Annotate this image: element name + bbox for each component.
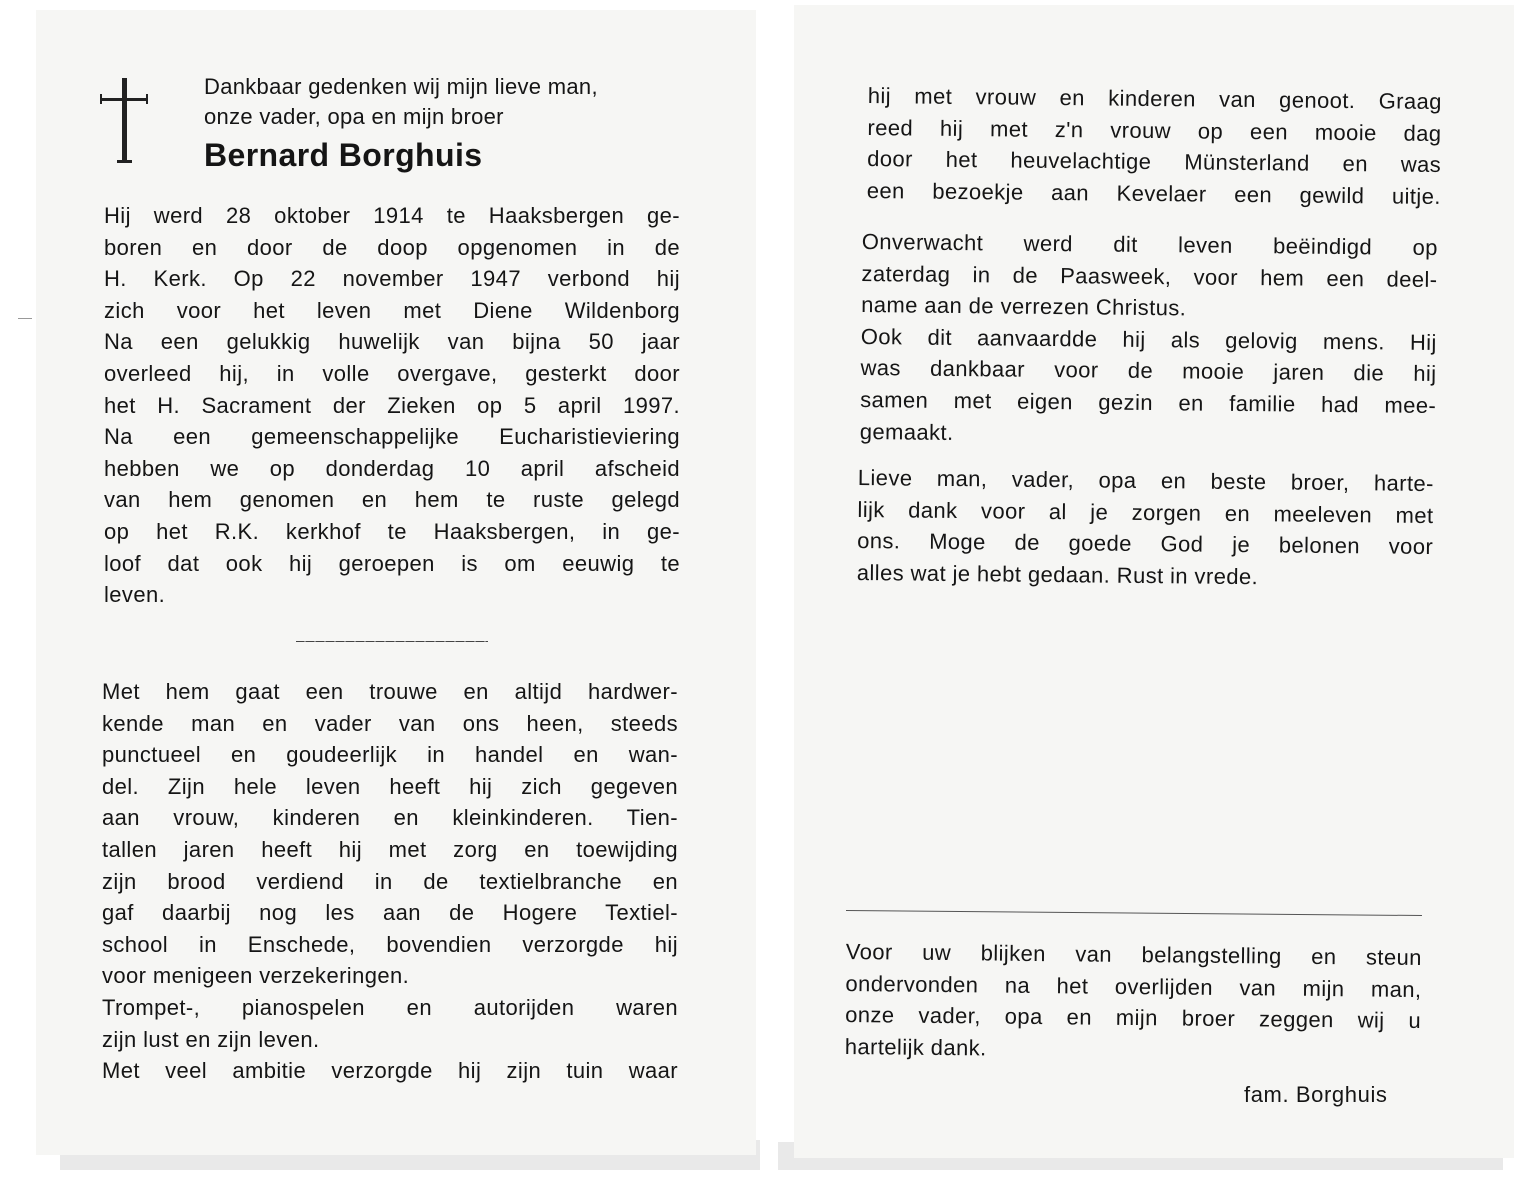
garden-paragraph: [867, 80, 1442, 212]
text-line: Ook dit aanvaardde hij als gelovig mens. Hij: [860, 323, 1437, 355]
text-line: voor menigeen verzekeringen.: [102, 963, 410, 989]
text-line: zich voor het leven met Diene Wildenborg: [104, 297, 680, 323]
text-line: Onverwacht werd dit leven beëindigd op: [861, 228, 1438, 261]
text-line: hartelijk dank.: [844, 1033, 987, 1061]
edge-mark: [18, 318, 32, 319]
text-line: Met veel ambitie verzorgde hij zijn tuin waar: [102, 1058, 678, 1084]
text-line: hebben we op donderdag 10 april afscheid: [104, 455, 680, 481]
text-line: was dankbaar voor de mooie jaren die hij: [860, 355, 1437, 387]
family-signature: fam. Borghuis: [1244, 1082, 1388, 1107]
passing-paragraph: [860, 226, 1438, 453]
text-line: Met hem gaat een trouwe en altijd hardwer-: [102, 679, 678, 704]
text-line: Na een gelukkig huwelijk van bijna 50 jaar: [104, 329, 680, 355]
text-line: onze vader, opa en mijn broer zeggen wij u: [845, 1002, 1422, 1034]
memorial-header: [204, 72, 686, 176]
text-line: kende man en vader van ons heen, steeds: [102, 710, 678, 736]
text-line: Voor uw blijken van belangstelling en steun: [845, 938, 1422, 971]
text-line: boren en door de doop opgenomen in de: [104, 234, 680, 260]
text-line: name aan de verrezen Christus.: [861, 292, 1187, 321]
text-line: zaterdag in de Paasweek, voor hem een deel-: [861, 260, 1438, 292]
header-line: onze vader, opa en mijn broer: [204, 104, 504, 129]
text-line: lijk dank voor al je zorgen en meeleven met: [857, 496, 1434, 528]
text-line: door het heuvelachtige Münsterland en was: [867, 146, 1442, 178]
text-line: Na een gemeenschappelijke Eucharistieviering: [104, 424, 680, 450]
text-line: zijn lust en zijn leven.: [102, 1026, 320, 1052]
deceased-name: Bernard Borghuis: [204, 137, 483, 173]
text-line: op het R.K. kerkhof te Haaksbergen, in ge-: [104, 518, 680, 544]
text-line: tallen jaren heeft hij met zorg en toewijding: [102, 836, 678, 862]
text-line: een bezoekje aan Kevelaer een gewild uitje.: [866, 177, 1441, 209]
text-line: aan vrouw, kinderen en kleinkinderen. Tien-: [102, 805, 678, 831]
text-line: ondervonden na het overlijden van mijn man,: [845, 970, 1422, 1002]
text-line: Lieve man, vader, opa en beste broer, harte-: [857, 464, 1434, 497]
text-line: H. Kerk. Op 22 november 1947 verbond hij: [104, 266, 680, 292]
text-line: zijn brood verdiend in de textielbranche en: [102, 868, 678, 894]
biography-paragraph: [104, 200, 680, 611]
text-line: overleed hij, in volle overgave, gesterkt door: [104, 360, 680, 386]
text-line: leven.: [104, 582, 166, 608]
text-line: gaf daarbij nog les aan de Hogere Textiel-: [102, 900, 678, 926]
text-line: samen met eigen gezin en familie had mee-: [860, 386, 1437, 418]
text-line: Trompet-, pianospelen en autorijden waren: [102, 994, 678, 1020]
text-line: van hem genomen en hem te ruste gelegd: [104, 487, 680, 513]
text-line: alles wat je hebt gedaan. Rust in vrede.: [856, 559, 1259, 589]
farewell-paragraph: [857, 462, 1434, 594]
text-line: reed hij met z'n vrouw op een mooie dag: [867, 114, 1442, 146]
section-divider: [296, 641, 488, 642]
text-line: Hij werd 28 oktober 1914 te Haaksbergen ge-: [104, 203, 680, 228]
text-line: hij met vrouw en kinderen van genoot. Graag: [867, 82, 1442, 115]
thanks-paragraph: [845, 936, 1422, 1068]
text-line: loof dat ook hij geroepen is om eeuwig te: [104, 550, 680, 576]
cross-icon: [100, 78, 148, 164]
life-paragraph: [102, 676, 678, 1087]
text-line: het H. Sacrament der Zieken op 5 april 1997.: [104, 392, 680, 418]
text-line: punctueel en goudeerlijk in handel en wan-: [102, 742, 678, 768]
header-line: Dankbaar gedenken wij mijn lieve man,: [204, 74, 598, 99]
text-line: ons. Moge de goede God je belonen voor: [857, 528, 1434, 560]
text-line: del. Zijn hele leven heeft hij zich gegeven: [102, 773, 678, 799]
text-line: gemaakt.: [859, 418, 954, 445]
text-line: school in Enschede, bovendien verzorgde hij: [102, 931, 678, 957]
